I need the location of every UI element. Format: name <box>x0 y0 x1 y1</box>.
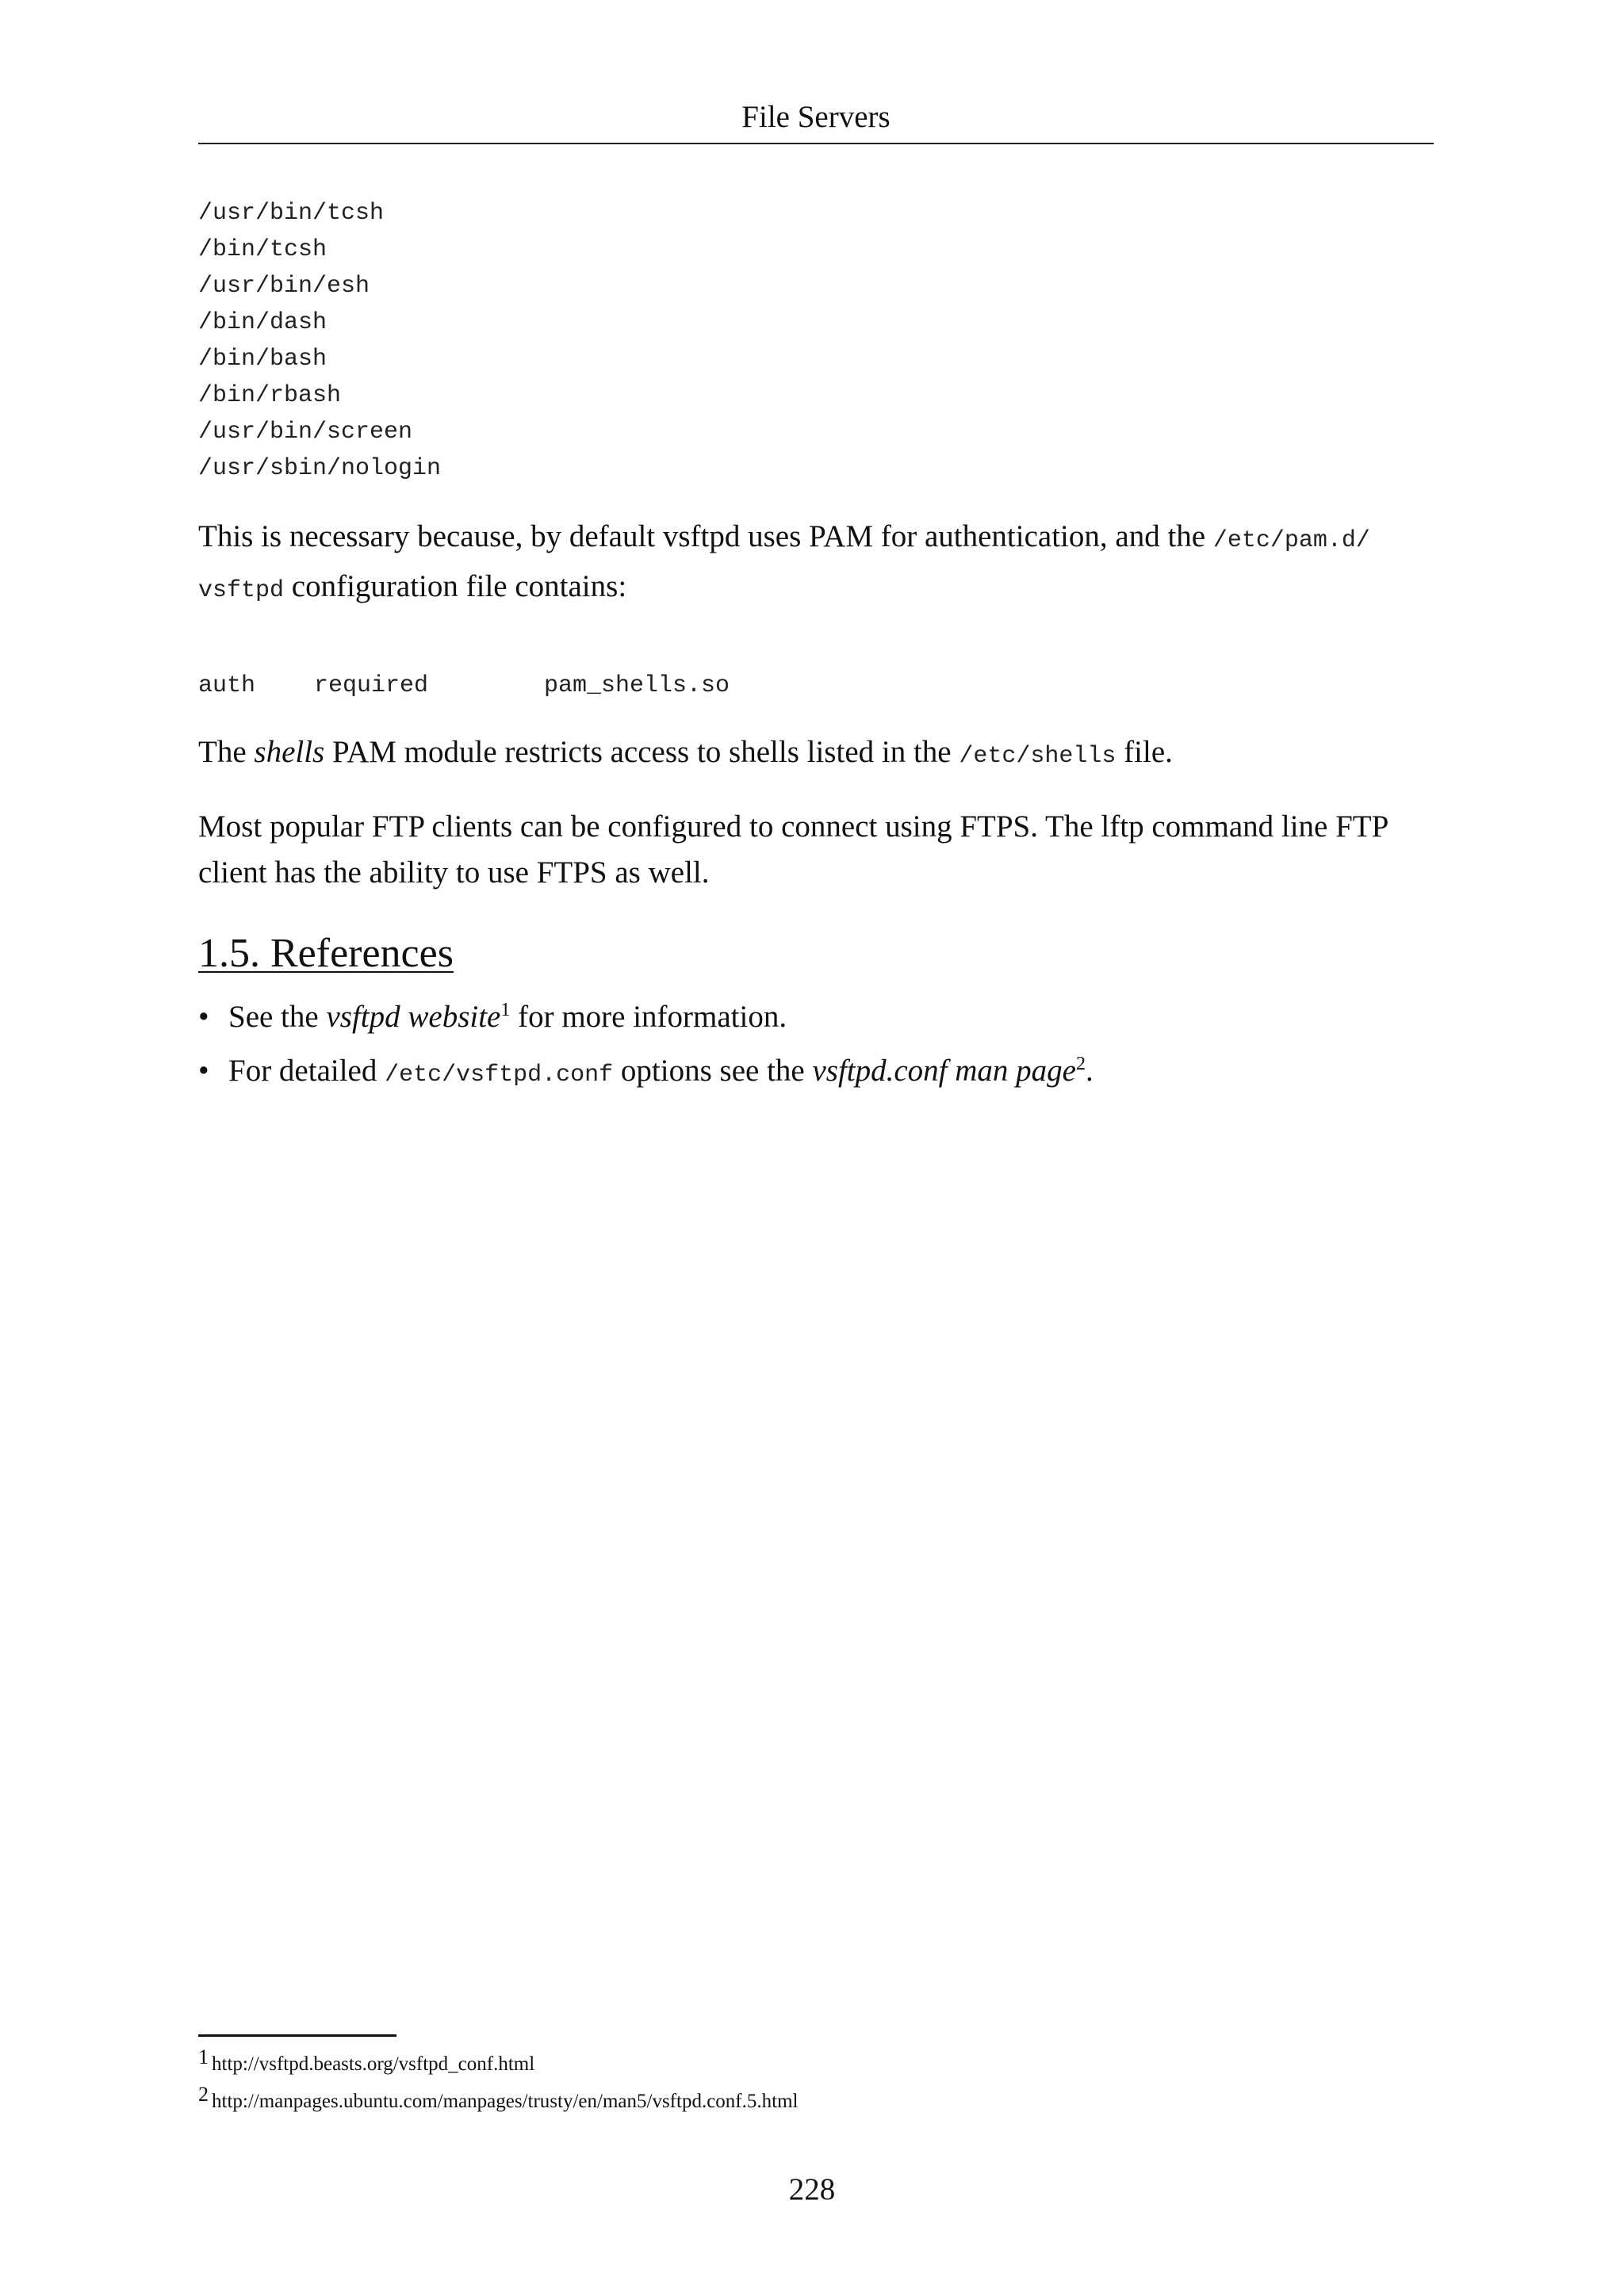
footnotes <box>198 2042 798 2117</box>
list-item <box>198 1048 1094 1098</box>
page-number: 228 <box>788 2172 836 2206</box>
code-line: /usr/bin/screen <box>198 419 413 446</box>
header-rule <box>198 143 1434 144</box>
vsftpd-conf-code: /etc/vsftpd.conf <box>385 1062 614 1089</box>
running-header: File Servers <box>741 100 891 134</box>
list-item <box>198 994 1094 1040</box>
clients-paragraph <box>198 804 1419 896</box>
pam-file-code: vsftpd <box>198 577 285 604</box>
footnote-rule <box>198 2034 396 2037</box>
clients-line: Most popular FTP clients can be configured to connect using FTPS. The lftp command line FTP <box>198 809 1389 844</box>
footnote-number: 1 <box>198 2045 209 2068</box>
code-line: /usr/bin/esh <box>198 273 370 300</box>
footnote-url[interactable]: http://vsftpd.beasts.org/vsftpd_conf.html <box>212 2053 535 2075</box>
shells-paragraph-text: PAM module restricts access to shells listed in the <box>324 735 959 769</box>
pam-module: pam_shells.so <box>544 672 730 699</box>
shells-emphasis: shells <box>254 735 325 769</box>
etc-shells-code: /etc/shells <box>959 743 1116 770</box>
shells-paragraph-text: The <box>198 735 255 769</box>
references-list <box>198 994 1094 1106</box>
vsftpd-conf-man-page-link[interactable]: vsftpd.conf man page <box>812 1054 1076 1088</box>
footnote <box>198 2042 798 2080</box>
pam-type: auth <box>198 672 256 699</box>
pam-control: required <box>314 672 429 699</box>
reference-text: options see the <box>613 1054 813 1088</box>
footnote-ref[interactable]: 2 <box>1076 1054 1086 1074</box>
code-line: /bin/bash <box>198 346 327 373</box>
pam-paragraph <box>198 514 1419 614</box>
footnote-url[interactable]: http://manpages.ubuntu.com/manpages/trusty/en/man5/vsftpd.conf.5.html <box>212 2091 799 2112</box>
reference-text: For detailed <box>228 1054 385 1088</box>
bullet-icon: • <box>198 1054 209 1088</box>
shells-paragraph-text: file. <box>1116 735 1173 769</box>
reference-text: See the <box>228 1000 327 1034</box>
pam-paragraph-text: This is necessary because, by default vsftpd uses PAM for authentication, and the <box>198 519 1213 553</box>
vsftpd-website-link[interactable]: vsftpd website <box>326 1000 501 1034</box>
code-line: /bin/rbash <box>198 382 342 409</box>
clients-line: client has the ability to use FTPS as well. <box>198 855 710 890</box>
section-heading: 1.5. References <box>198 931 454 976</box>
reference-text: . <box>1086 1054 1094 1088</box>
pam-config-line <box>198 668 730 704</box>
code-line: /bin/tcsh <box>198 236 327 263</box>
footnote-ref[interactable]: 1 <box>500 1000 511 1020</box>
footnote <box>198 2080 798 2117</box>
footnote-number: 2 <box>198 2083 209 2106</box>
code-line: /bin/dash <box>198 309 327 336</box>
reference-text: for more information. <box>510 1000 787 1034</box>
pam-path-code: /etc/pam.d/ <box>1212 527 1370 554</box>
shells-code-block <box>198 195 441 487</box>
code-line: /usr/bin/tcsh <box>198 200 385 227</box>
bullet-icon: • <box>198 1000 209 1034</box>
code-line: /usr/sbin/nologin <box>198 455 442 482</box>
shells-paragraph <box>198 729 1419 779</box>
pam-paragraph-text: configuration file contains: <box>284 569 627 603</box>
